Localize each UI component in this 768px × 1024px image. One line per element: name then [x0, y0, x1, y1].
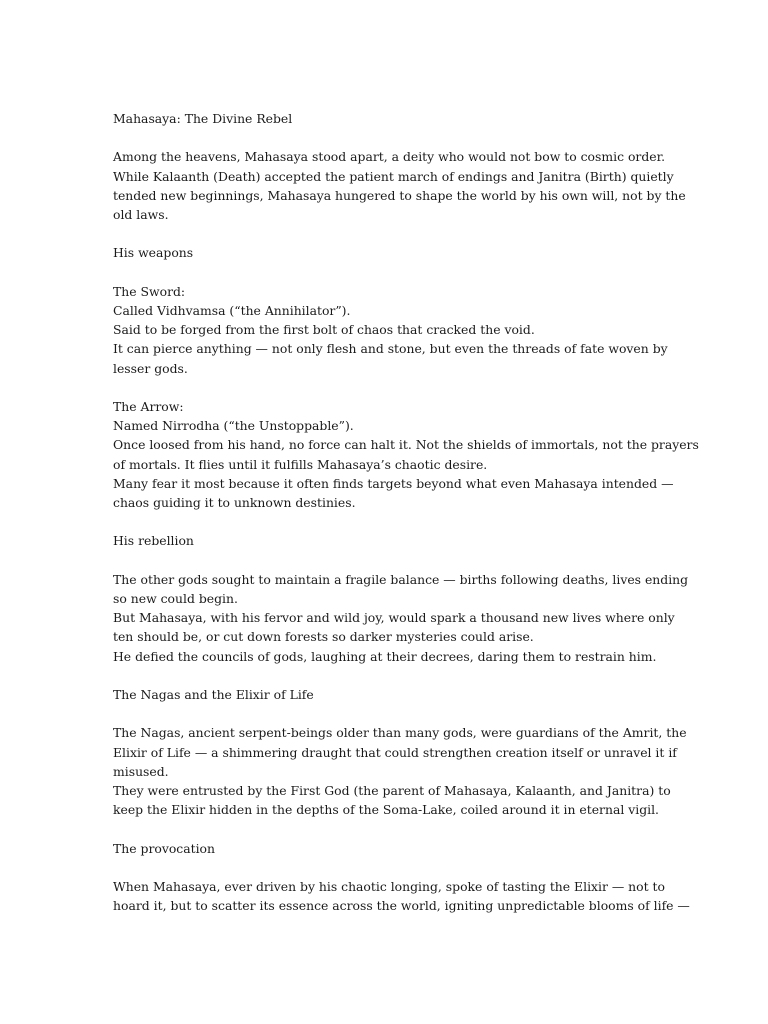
text-line: of mortals. It flies until it fulfills Mahasaya’s chaotic desire.: [113, 456, 488, 472]
text-line: They were entrusted by the First God (the parent of Mahasaya, Kalaanth, and Janitra) to: [113, 782, 671, 798]
intro-paragraph: [113, 147, 686, 224]
nagas-paragraph: [113, 723, 687, 819]
section-heading-provocation: The provocation: [113, 840, 215, 856]
section-heading-rebellion: His rebellion: [113, 533, 194, 549]
text-line: Among the heavens, Mahasaya stood apart, a deity who would not bow to cosmic order.: [113, 149, 666, 165]
text-line: chaos guiding it to unknown destinies.: [113, 495, 356, 510]
text-line: lesser gods.: [113, 360, 188, 376]
text-line: misused.: [113, 763, 169, 779]
text-line: He defied the councils of gods, laughing at their decrees, daring them to restrain him.: [113, 648, 657, 664]
text-line: When Mahasaya, ever driven by his chaotic longing, spoke of tasting the Elixir — not to: [113, 878, 665, 894]
text-line: so new could begin.: [113, 590, 238, 606]
section-heading-nagas: The Nagas and the Elixir of Life: [113, 686, 314, 702]
text-line: keep the Elixir hidden in the depths of the Soma-Lake, coiled around it in eternal vigil.: [113, 802, 659, 818]
document-title: Mahasaya: The Divine Rebel: [113, 111, 293, 126]
text-line: It can pierce anything — not only flesh and stone, but even the threads of fate woven by: [113, 341, 668, 357]
text-line: old laws.: [113, 207, 169, 222]
text-line: Named Nirrodha (“the Unstoppable”).: [113, 418, 354, 434]
arrow-paragraph: [113, 397, 699, 512]
rebellion-paragraph: [113, 570, 689, 666]
sword-paragraph: [113, 282, 673, 378]
document-page: [113, 109, 699, 935]
text-line: Said to be forged from the first bolt of chaos that cracked the void.: [113, 322, 535, 338]
text-line: While Kalaanth (Death) accepted the patient march of endings and Janitra (Birth) quietly: [113, 168, 674, 184]
text-line: Called Vidhvamsa (“the Annihilator”).: [113, 302, 351, 318]
text-line: ten should be, or cut down forests so darker mysteries could arise.: [113, 629, 534, 645]
provocation-paragraph: [113, 877, 690, 915]
text-line: tended new beginnings, Mahasaya hungered to shape the world by his own will, not by the: [113, 187, 686, 203]
section-heading-weapons: His weapons: [113, 245, 194, 261]
text-line: The Arrow:: [113, 398, 184, 414]
text-line: hoard it, but to scatter its essence across the world, igniting unpredictable blooms of life —: [113, 898, 690, 914]
text-line: The other gods sought to maintain a fragile balance — births following deaths, lives ending: [113, 571, 689, 587]
text-line: Many fear it most because it often finds targets beyond what even Mahasaya intended —: [113, 475, 674, 491]
text-line: The Sword:: [113, 283, 186, 299]
text-line: The Nagas, ancient serpent-beings older than many gods, were guardians of the Amrit, the: [113, 725, 687, 741]
text-line: Once loosed from his hand, no force can halt it. Not the shields of immortals, not the prayers: [113, 437, 699, 453]
text-line: But Mahasaya, with his fervor and wild joy, would spark a thousand new lives where only: [113, 610, 675, 626]
text-line: Elixir of Life — a shimmering draught that could strengthen creation itself or unravel it if: [113, 744, 677, 760]
